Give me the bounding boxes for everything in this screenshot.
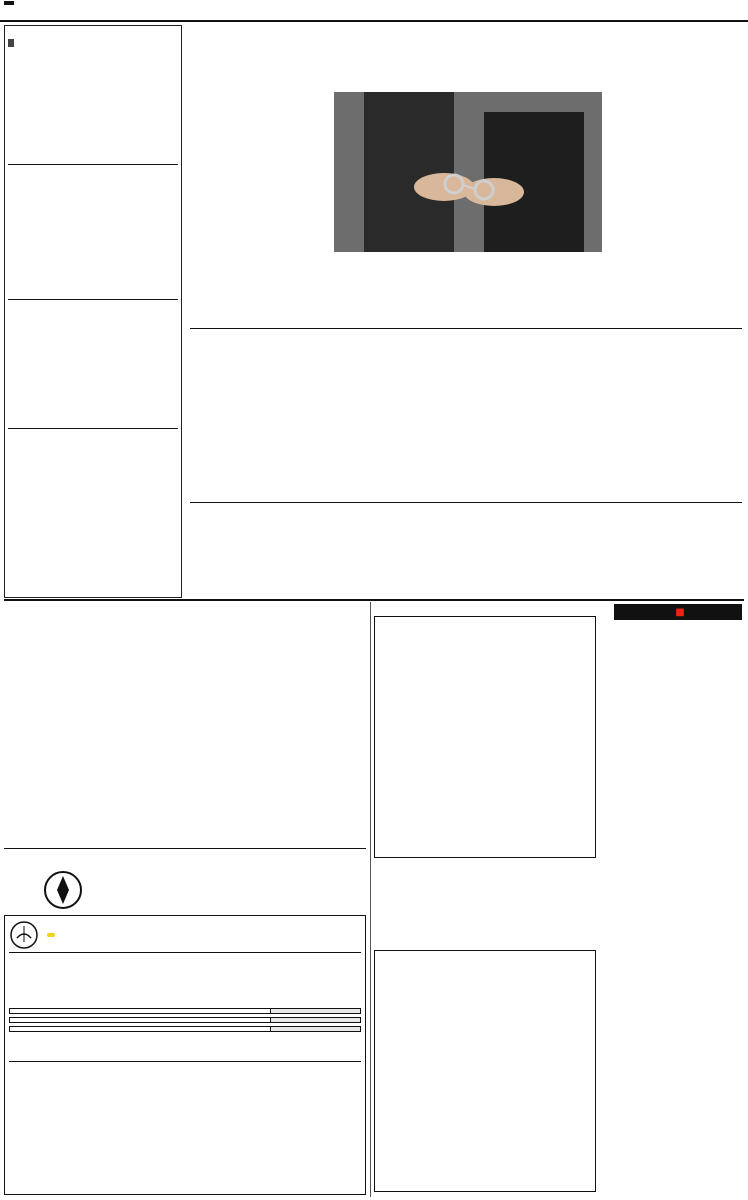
ad-row-value xyxy=(10,1009,270,1013)
ad-header xyxy=(9,920,361,953)
divider xyxy=(8,299,178,300)
story-body xyxy=(190,352,322,498)
story-body xyxy=(126,869,244,911)
sidebar-kicker xyxy=(8,29,178,48)
handcuffs-photo xyxy=(334,92,602,252)
crossword-puzzle xyxy=(374,604,610,862)
solution-clues xyxy=(374,868,604,932)
story-body xyxy=(126,622,244,844)
ad-notice-tag xyxy=(47,933,55,937)
solution-grid xyxy=(374,950,596,1192)
story-body xyxy=(328,526,463,594)
divider xyxy=(8,164,178,165)
ad-row-label xyxy=(270,1009,360,1013)
solution-title xyxy=(374,936,594,948)
ad-row xyxy=(9,1017,361,1023)
crossword-grid[interactable] xyxy=(374,616,596,858)
ad-row-label xyxy=(270,1018,360,1022)
story-body xyxy=(607,352,742,498)
main-story-col2 xyxy=(470,254,602,324)
crossword-clues xyxy=(612,624,742,1196)
sidebar-item-text xyxy=(8,303,178,425)
story-body xyxy=(248,622,366,844)
story-body xyxy=(328,405,463,498)
section-label xyxy=(4,1,14,5)
sidebar-item-text xyxy=(8,168,178,296)
sidebar-item xyxy=(8,432,178,532)
ad-row xyxy=(9,1026,361,1032)
ad-title-block xyxy=(55,934,361,936)
sidebar-item xyxy=(8,303,178,425)
crossword-logo-icon: ■ xyxy=(675,606,685,618)
handcuffs-illustration xyxy=(334,92,602,252)
ad-schedule xyxy=(9,1008,361,1032)
crossword-title xyxy=(614,604,742,620)
sidebar-item-text xyxy=(8,51,178,161)
sidebar-item xyxy=(8,168,178,296)
sidebar xyxy=(4,25,182,598)
main-story-col1 xyxy=(604,92,742,324)
story-body xyxy=(190,526,322,594)
divider xyxy=(8,428,178,429)
ad-row-value xyxy=(10,1027,270,1031)
main-story-col3 xyxy=(334,254,464,324)
tender-ad xyxy=(4,915,366,1195)
masthead xyxy=(0,0,748,22)
divider xyxy=(190,328,742,329)
ports-logo-icon xyxy=(9,920,39,950)
ad-org xyxy=(9,1061,361,1064)
story-body xyxy=(248,869,366,911)
story-body xyxy=(4,622,122,844)
ad-row-value xyxy=(10,1018,270,1022)
grid-row-numbers xyxy=(596,616,610,856)
police-logo xyxy=(4,868,122,912)
divider xyxy=(4,599,744,601)
sidebar-item-text xyxy=(8,432,178,532)
ad-intro xyxy=(9,956,361,1004)
ad-footer-note xyxy=(9,1035,361,1057)
divider xyxy=(4,848,366,849)
column-divider xyxy=(370,602,371,1197)
main-story-col4 xyxy=(190,92,328,324)
emblem-icon xyxy=(43,870,83,910)
ad-row-label xyxy=(270,1027,360,1031)
story-body xyxy=(466,352,601,498)
story-body xyxy=(466,526,601,594)
sidebar-item xyxy=(8,51,178,161)
story-body xyxy=(607,526,742,594)
divider xyxy=(190,502,742,503)
solution-puzzle xyxy=(374,936,610,1196)
grid-column-numbers xyxy=(374,604,594,616)
ad-row xyxy=(9,1008,361,1014)
